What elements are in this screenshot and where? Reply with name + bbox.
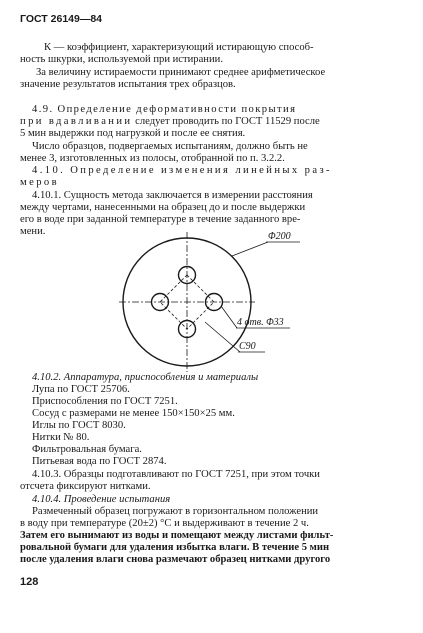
- text-line: после удаления влаги снова размечают образец нитками другого: [20, 554, 331, 565]
- section-4-9-title: 4.9. Определение деформативности покрытия: [32, 104, 297, 115]
- text-line: ность шкурки, используемой при истирании.: [20, 54, 223, 65]
- section-4-10-4-title: 4.10.4. Проведение испытания: [32, 494, 171, 505]
- text-line: К — коэффициент, характеризующий истирающую способ-: [44, 42, 314, 53]
- leader-inner: [205, 322, 240, 352]
- list-item: Сосуд с размерами не менее 150×150×25 мм.: [32, 408, 235, 419]
- section-4-10-title-cont: меров: [20, 177, 60, 188]
- list-item: Приспособления по ГОСТ 7251.: [32, 396, 178, 407]
- text-line: при вдавливании следует проводить по ГОСТ 11529 после: [20, 116, 320, 127]
- text-line: 4.10.3. Образцы подготавливают по ГОСТ 7251, при этом точки: [32, 469, 320, 480]
- label-holes: 4 отв. Φ33: [237, 317, 284, 328]
- text-line: в воду при температуре (20±2) °C и выдерживают в течение 2 ч.: [20, 518, 309, 529]
- text-line: 5 мин выдержки под нагрузкой и после ее снятия.: [20, 128, 246, 139]
- list-item: Иглы по ГОСТ 8030.: [32, 420, 126, 431]
- text-line: Размеченный образец погружают в горизонтальном положении: [32, 506, 319, 517]
- text-line: менее 3, изготовленных из полосы, отобранной по п. 3.2.2.: [20, 153, 285, 164]
- standard-header: ГОСТ 26149—84: [20, 13, 103, 25]
- list-item: Нитки № 80.: [32, 432, 90, 443]
- page-number: 128: [20, 576, 39, 588]
- text-line: 4.10.1. Сущность метода заключается в измерении расстояния: [32, 190, 313, 201]
- text-line: мени.: [20, 226, 46, 237]
- text-line: ровальной бумаги для удаления избытка влаги. В течение 5 мин: [20, 542, 330, 553]
- text-line: Затем его вынимают из воды и помещают между листами фильт-: [20, 530, 334, 541]
- section-4-10-title: 4.10. Определение изменения линейных раз-: [32, 165, 332, 176]
- text-line: между чертами, нанесенными на образец до и после выдержки: [20, 202, 306, 213]
- text-line: отсчета фиксируют нитками.: [20, 481, 151, 492]
- list-item: Питьевая вода по ГОСТ 2874.: [32, 456, 167, 467]
- text-line: значение результатов испытания трех образцов.: [20, 79, 236, 90]
- label-inner-diameter: С90: [239, 341, 256, 352]
- list-item: Фильтровальная бумага.: [32, 444, 142, 455]
- leader-outer: [232, 242, 268, 256]
- list-item: Лупа по ГОСТ 25706.: [32, 384, 130, 395]
- section-4-10-2-title: 4.10.2. Аппаратура, приспособления и материалы: [32, 372, 259, 383]
- text-line: его в воде при заданной температуре в течение заданного вре-: [20, 214, 301, 225]
- label-outer-diameter: Φ200: [268, 231, 291, 242]
- leader-holes: [221, 306, 237, 328]
- text-line: Число образцов, подвергаемых испытаниям, должно быть не: [32, 141, 308, 152]
- text-line: За величину истираемости принимают среднее арифметическое: [36, 67, 326, 78]
